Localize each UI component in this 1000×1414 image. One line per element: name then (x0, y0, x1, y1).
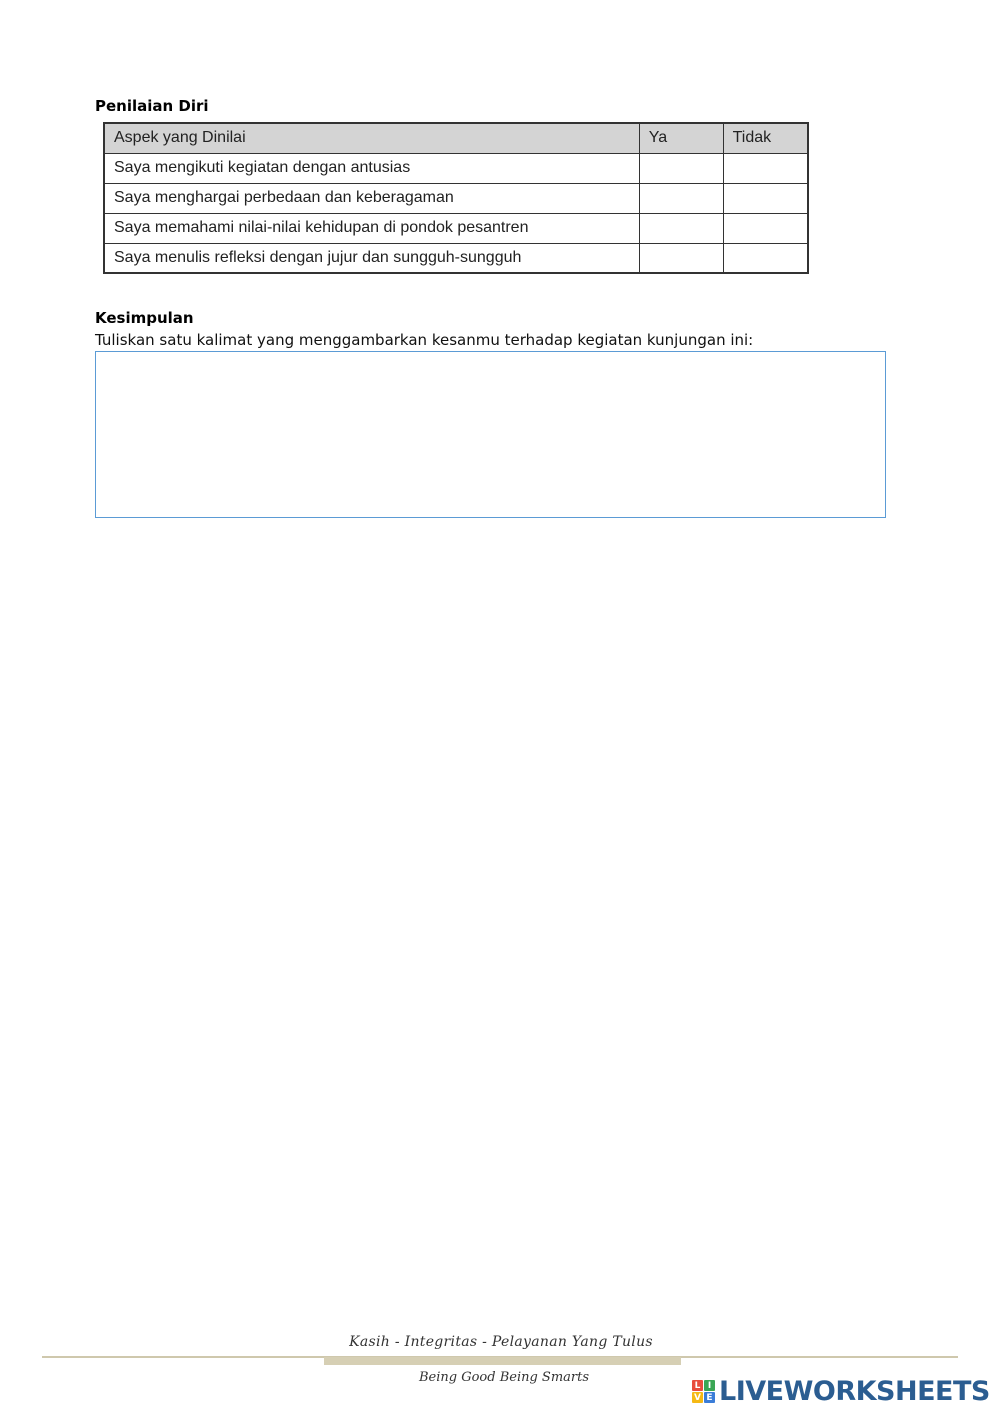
logo-square-e: E (704, 1392, 715, 1403)
table-header-row (104, 123, 808, 153)
self-assessment-heading: Penilaian Diri (95, 97, 209, 115)
logo-square-v: V (692, 1392, 703, 1403)
liveworksheets-logo[interactable] (692, 1376, 990, 1407)
ya-cell[interactable] (639, 243, 723, 273)
table-row (104, 243, 808, 273)
aspect-cell: Saya menghargai perbedaan dan keberagaman (104, 183, 639, 213)
liveworksheets-wordmark: LIVEWORKSHEETS (719, 1376, 990, 1407)
self-assessment-table (103, 122, 809, 274)
aspect-cell: Saya memahami nilai-nilai kehidupan di pondok pesantren (104, 213, 639, 243)
ya-cell[interactable] (639, 153, 723, 183)
ya-cell[interactable] (639, 213, 723, 243)
aspect-cell: Saya mengikuti kegiatan dengan antusias (104, 153, 639, 183)
aspect-cell: Saya menulis refleksi dengan jujur dan sungguh-sungguh (104, 243, 639, 273)
logo-square-l: L (692, 1380, 703, 1391)
table-row (104, 183, 808, 213)
ya-cell[interactable] (639, 183, 723, 213)
tidak-cell[interactable] (723, 213, 808, 243)
header-aspect: Aspek yang Dinilai (104, 123, 639, 153)
table-row (104, 213, 808, 243)
tidak-cell[interactable] (723, 183, 808, 213)
tidak-cell[interactable] (723, 153, 808, 183)
conclusion-answer-field[interactable] (95, 351, 886, 518)
footer-motto: Kasih - Integritas - Pelayanan Yang Tulus (349, 1334, 653, 1350)
liveworksheets-icon (692, 1380, 715, 1403)
header-ya: Ya (639, 123, 723, 153)
table-row (104, 153, 808, 183)
footer-band (324, 1357, 681, 1365)
conclusion-instruction: Tuliskan satu kalimat yang menggambarkan kesanmu terhadap kegiatan kunjungan ini: (95, 331, 754, 349)
logo-square-i: I (704, 1380, 715, 1391)
footer-tagline: Being Good Being Smarts (418, 1370, 590, 1385)
conclusion-heading: Kesimpulan (95, 309, 194, 327)
header-tidak: Tidak (723, 123, 808, 153)
tidak-cell[interactable] (723, 243, 808, 273)
